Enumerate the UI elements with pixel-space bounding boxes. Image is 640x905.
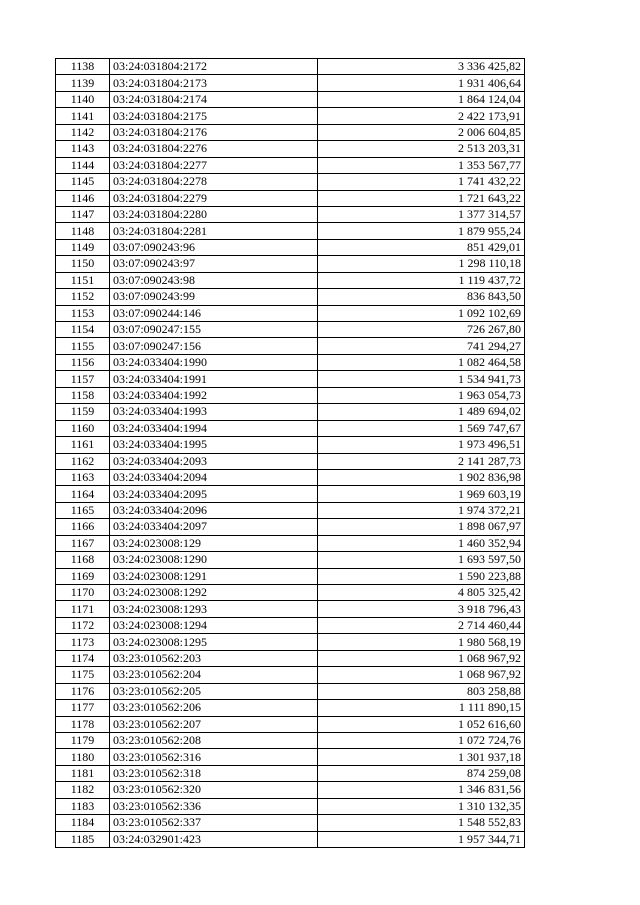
cadastral-value-cell: 1 298 110,18: [318, 256, 525, 272]
table-row: [56, 585, 525, 601]
row-number-cell: 1160: [56, 420, 110, 436]
cadastral-value-cell: 1 068 967,92: [318, 650, 525, 666]
cadastral-number-cell: 03:24:031804:2278: [110, 174, 318, 190]
cadastral-number-cell: 03:24:033404:1995: [110, 437, 318, 453]
cadastral-number-cell: 03:24:033404:1992: [110, 387, 318, 403]
table-row: [56, 683, 525, 699]
cadastral-value-cell: 2 513 203,31: [318, 141, 525, 157]
table-row: [56, 437, 525, 453]
table-row: [56, 404, 525, 420]
cadastral-number-cell: 03:24:033404:2095: [110, 486, 318, 502]
row-number-cell: 1154: [56, 322, 110, 338]
table-row: [56, 568, 525, 584]
table-row: [56, 223, 525, 239]
table-row: [56, 420, 525, 436]
table-row: [56, 732, 525, 748]
row-number-cell: 1144: [56, 157, 110, 173]
table-row: [56, 552, 525, 568]
row-number-cell: 1139: [56, 75, 110, 91]
cadastral-value-cell: 874 259,08: [318, 765, 525, 781]
cadastral-value-cell: 1 569 747,67: [318, 420, 525, 436]
row-number-cell: 1152: [56, 289, 110, 305]
cadastral-value-cell: 1 590 223,88: [318, 568, 525, 584]
row-number-cell: 1150: [56, 256, 110, 272]
cadastral-value-cell: 1 534 941,73: [318, 371, 525, 387]
cadastral-number-cell: 03:24:033404:1993: [110, 404, 318, 420]
cadastral-number-cell: 03:24:031804:2176: [110, 124, 318, 140]
table-row: [56, 305, 525, 321]
cadastral-value-cell: 4 805 325,42: [318, 585, 525, 601]
table-row: [56, 91, 525, 107]
cadastral-number-cell: 03:07:090247:155: [110, 322, 318, 338]
cadastral-number-cell: 03:07:090243:97: [110, 256, 318, 272]
row-number-cell: 1178: [56, 716, 110, 732]
row-number-cell: 1177: [56, 700, 110, 716]
cadastral-value-cell: 1 119 437,72: [318, 272, 525, 288]
table-row: [56, 190, 525, 206]
row-number-cell: 1182: [56, 782, 110, 798]
table-row: [56, 469, 525, 485]
row-number-cell: 1161: [56, 437, 110, 453]
cadastral-value-cell: 1 693 597,50: [318, 552, 525, 568]
cadastral-value-cell: 1 879 955,24: [318, 223, 525, 239]
row-number-cell: 1173: [56, 634, 110, 650]
table-row: [56, 601, 525, 617]
row-number-cell: 1155: [56, 338, 110, 354]
cadastral-number-cell: 03:24:031804:2277: [110, 157, 318, 173]
cadastral-value-cell: 1 969 603,19: [318, 486, 525, 502]
cadastral-number-cell: 03:24:023008:1291: [110, 568, 318, 584]
row-number-cell: 1151: [56, 272, 110, 288]
table-row: [56, 141, 525, 157]
table-row: [56, 206, 525, 222]
cadastral-number-cell: 03:24:033404:2096: [110, 502, 318, 518]
cadastral-number-cell: 03:23:010562:205: [110, 683, 318, 699]
table-row: [56, 108, 525, 124]
row-number-cell: 1175: [56, 667, 110, 683]
row-number-cell: 1167: [56, 535, 110, 551]
table-row: [56, 272, 525, 288]
cadastral-number-cell: 03:24:031804:2173: [110, 75, 318, 91]
cadastral-value-cell: 2 714 460,44: [318, 617, 525, 633]
cadastral-number-cell: 03:23:010562:204: [110, 667, 318, 683]
row-number-cell: 1140: [56, 91, 110, 107]
cadastral-value-cell: 2 422 173,91: [318, 108, 525, 124]
table-row: [56, 650, 525, 666]
cadastral-number-cell: 03:24:033404:1994: [110, 420, 318, 436]
cadastral-value-cell: 1 963 054,73: [318, 387, 525, 403]
row-number-cell: 1157: [56, 371, 110, 387]
cadastral-value-cell: 1 460 352,94: [318, 535, 525, 551]
row-number-cell: 1145: [56, 174, 110, 190]
cadastral-value-cell: 1 346 831,56: [318, 782, 525, 798]
cadastral-value-cell: 803 258,88: [318, 683, 525, 699]
cadastral-number-cell: 03:24:031804:2281: [110, 223, 318, 239]
table-row: [56, 502, 525, 518]
row-number-cell: 1159: [56, 404, 110, 420]
cadastral-value-cell: 1 068 967,92: [318, 667, 525, 683]
row-number-cell: 1142: [56, 124, 110, 140]
table-row: [56, 765, 525, 781]
row-number-cell: 1183: [56, 798, 110, 814]
cadastral-value-cell: 1 489 694,02: [318, 404, 525, 420]
table-row: [56, 387, 525, 403]
cadastral-value-cell: 1 931 406,64: [318, 75, 525, 91]
table-row: [56, 174, 525, 190]
cadastral-value-cell: 851 429,01: [318, 239, 525, 255]
cadastral-number-cell: 03:24:023008:1294: [110, 617, 318, 633]
cadastral-value-cell: 1 082 464,58: [318, 354, 525, 370]
cadastral-number-cell: 03:23:010562:337: [110, 815, 318, 831]
row-number-cell: 1164: [56, 486, 110, 502]
row-number-cell: 1146: [56, 190, 110, 206]
row-number-cell: 1162: [56, 453, 110, 469]
table-row: [56, 354, 525, 370]
registry-table-body: [56, 59, 525, 848]
cadastral-number-cell: 03:24:023008:1290: [110, 552, 318, 568]
cadastral-number-cell: 03:24:033404:2094: [110, 469, 318, 485]
table-row: [56, 798, 525, 814]
cadastral-number-cell: 03:24:031804:2174: [110, 91, 318, 107]
cadastral-number-cell: 03:23:010562:336: [110, 798, 318, 814]
cadastral-value-cell: 1 864 124,04: [318, 91, 525, 107]
cadastral-value-cell: 1 957 344,71: [318, 831, 525, 847]
row-number-cell: 1171: [56, 601, 110, 617]
table-row: [56, 749, 525, 765]
cadastral-number-cell: 03:24:033404:2097: [110, 519, 318, 535]
table-row: [56, 239, 525, 255]
cadastral-number-cell: 03:23:010562:208: [110, 732, 318, 748]
cadastral-number-cell: 03:07:090243:96: [110, 239, 318, 255]
cadastral-value-cell: 2 141 287,73: [318, 453, 525, 469]
table-row: [56, 256, 525, 272]
cadastral-number-cell: 03:24:033404:2093: [110, 453, 318, 469]
cadastral-number-cell: 03:07:090243:99: [110, 289, 318, 305]
cadastral-value-cell: 1 072 724,76: [318, 732, 525, 748]
cadastral-value-cell: 741 294,27: [318, 338, 525, 354]
table-row: [56, 782, 525, 798]
table-row: [56, 322, 525, 338]
row-number-cell: 1168: [56, 552, 110, 568]
cadastral-value-cell: 1 721 643,22: [318, 190, 525, 206]
cadastral-number-cell: 03:24:033404:1991: [110, 371, 318, 387]
cadastral-value-cell: 1 548 552,83: [318, 815, 525, 831]
row-number-cell: 1158: [56, 387, 110, 403]
cadastral-number-cell: 03:24:031804:2280: [110, 206, 318, 222]
cadastral-value-cell: 3 336 425,82: [318, 59, 525, 75]
cadastral-value-cell: 1 301 937,18: [318, 749, 525, 765]
row-number-cell: 1174: [56, 650, 110, 666]
cadastral-value-cell: 1 353 567,77: [318, 157, 525, 173]
table-row: [56, 157, 525, 173]
cadastral-number-cell: 03:23:010562:320: [110, 782, 318, 798]
cadastral-value-cell: 1 052 616,60: [318, 716, 525, 732]
row-number-cell: 1163: [56, 469, 110, 485]
cadastral-number-cell: 03:24:032901:423: [110, 831, 318, 847]
cadastral-number-cell: 03:23:010562:316: [110, 749, 318, 765]
row-number-cell: 1176: [56, 683, 110, 699]
row-number-cell: 1181: [56, 765, 110, 781]
row-number-cell: 1166: [56, 519, 110, 535]
cadastral-number-cell: 03:24:031804:2276: [110, 141, 318, 157]
row-number-cell: 1153: [56, 305, 110, 321]
cadastral-number-cell: 03:24:031804:2175: [110, 108, 318, 124]
row-number-cell: 1147: [56, 206, 110, 222]
cadastral-value-cell: 1 377 314,57: [318, 206, 525, 222]
cadastral-value-cell: 2 006 604,85: [318, 124, 525, 140]
cadastral-number-cell: 03:24:031804:2279: [110, 190, 318, 206]
row-number-cell: 1185: [56, 831, 110, 847]
cadastral-value-cell: 1 898 067,97: [318, 519, 525, 535]
cadastral-value-cell: 1 980 568,19: [318, 634, 525, 650]
row-number-cell: 1156: [56, 354, 110, 370]
cadastral-number-cell: 03:24:023008:1292: [110, 585, 318, 601]
cadastral-number-cell: 03:07:090243:98: [110, 272, 318, 288]
row-number-cell: 1148: [56, 223, 110, 239]
table-row: [56, 634, 525, 650]
row-number-cell: 1179: [56, 732, 110, 748]
row-number-cell: 1143: [56, 141, 110, 157]
table-row: [56, 815, 525, 831]
cadastral-value-cell: 1 092 102,69: [318, 305, 525, 321]
cadastral-value-cell: 1 741 432,22: [318, 174, 525, 190]
row-number-cell: 1169: [56, 568, 110, 584]
cadastral-number-cell: 03:24:023008:1293: [110, 601, 318, 617]
cadastral-number-cell: 03:24:023008:129: [110, 535, 318, 551]
table-row: [56, 338, 525, 354]
cadastral-value-cell: 1 974 372,21: [318, 502, 525, 518]
row-number-cell: 1149: [56, 239, 110, 255]
table-row: [56, 617, 525, 633]
table-row: [56, 667, 525, 683]
cadastral-value-cell: 1 973 496,51: [318, 437, 525, 453]
row-number-cell: 1172: [56, 617, 110, 633]
cadastral-value-cell: 836 843,50: [318, 289, 525, 305]
table-row: [56, 831, 525, 847]
table-row: [56, 519, 525, 535]
cadastral-number-cell: 03:24:031804:2172: [110, 59, 318, 75]
table-row: [56, 453, 525, 469]
cadastral-number-cell: 03:23:010562:203: [110, 650, 318, 666]
row-number-cell: 1165: [56, 502, 110, 518]
row-number-cell: 1170: [56, 585, 110, 601]
cadastral-number-cell: 03:07:090247:156: [110, 338, 318, 354]
table-row: [56, 700, 525, 716]
cadastral-value-cell: 3 918 796,43: [318, 601, 525, 617]
cadastral-number-cell: 03:23:010562:207: [110, 716, 318, 732]
cadastral-number-cell: 03:07:090244:146: [110, 305, 318, 321]
table-row: [56, 486, 525, 502]
table-row: [56, 535, 525, 551]
table-row: [56, 716, 525, 732]
table-row: [56, 75, 525, 91]
cadastral-number-cell: 03:23:010562:318: [110, 765, 318, 781]
row-number-cell: 1180: [56, 749, 110, 765]
cadastral-number-cell: 03:24:023008:1295: [110, 634, 318, 650]
row-number-cell: 1141: [56, 108, 110, 124]
registry-table: [55, 58, 525, 848]
row-number-cell: 1184: [56, 815, 110, 831]
table-row: [56, 124, 525, 140]
cadastral-value-cell: 1 111 890,15: [318, 700, 525, 716]
table-row: [56, 289, 525, 305]
cadastral-number-cell: 03:24:033404:1990: [110, 354, 318, 370]
row-number-cell: 1138: [56, 59, 110, 75]
cadastral-number-cell: 03:23:010562:206: [110, 700, 318, 716]
table-row: [56, 59, 525, 75]
cadastral-value-cell: 1 902 836,98: [318, 469, 525, 485]
table-row: [56, 371, 525, 387]
cadastral-value-cell: 1 310 132,35: [318, 798, 525, 814]
cadastral-value-cell: 726 267,80: [318, 322, 525, 338]
